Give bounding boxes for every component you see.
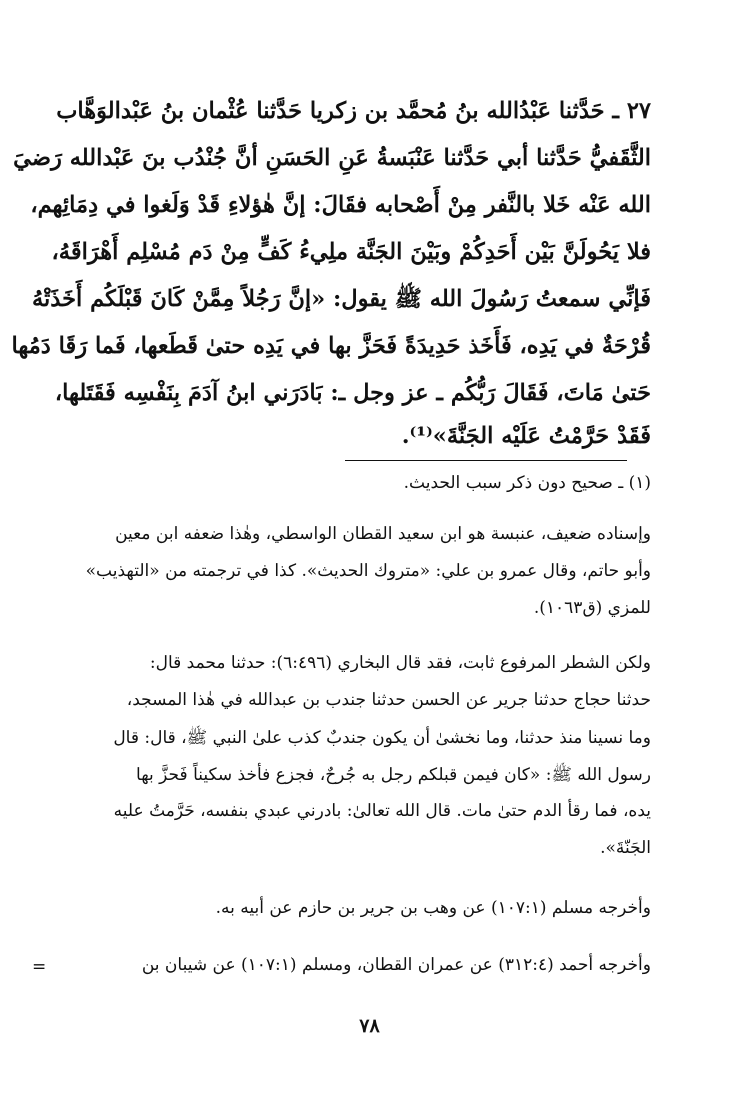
hadith-line-7: حَتىٰ مَاتَ، فَقَالَ رَبُّكُم ـ عز وجل ـ: بَادَرَني ابنُ آدَمَ بِنَفْسِه فَقَتَلها، — [54, 380, 651, 406]
footnote-line: وإسناده ضعيف، عنبسة هو ابن سعيد القطان الواسطي، وهٰذا ضعفه ابن معين — [115, 524, 651, 544]
footnote-line: وأخرجه مسلم (١٠٧:١) عن وهب بن جرير بن حازم عن أبيه به. — [215, 898, 651, 918]
footnote-line: للمزي (ق١٠٦٣). — [533, 598, 651, 618]
hadith-line-5: فَإنِّي سمعتُ رَسُولَ الله ﷺ يقول: «إنَّ رَجُلاً مِمَّنْ كَانَ قَبْلَكُم أَخَذَتْهُ — [31, 286, 651, 312]
hadith-line-8: فَقَدْ حَرَّمْتُ عَلَيْه الجَنَّةَ»⁽¹⁾. — [401, 423, 651, 449]
hadith-line-1: ٢٧ ـ حَدَّثنا عَبْدُالله بنُ مُحمَّد بن زكريا حَدَّثنا عُثْمان بنُ عَبْدالوَهَّاب — [56, 98, 651, 124]
footnote-line: يده، فما رقأ الدم حتىٰ مات. قال الله تعالىٰ: بادرني عبدي بنفسه، حَرَّمتُ عليه — [113, 801, 651, 821]
hadith-line-3: الله عَنْه خَلا بالنَّفر مِنْ أَصْحابه فقَالَ: إنَّ هٰؤلاءِ قَدْ وَلَغوا في دِمَائِهم، — [30, 192, 651, 218]
footnote-ruling: (١) ـ صحيح دون ذكر سبب الحديث. — [403, 473, 651, 493]
footnote-line: وأبو حاتم، وقال عمرو بن علي: «متروك الحديث». كذا في ترجمته من «التهذيب» — [85, 561, 651, 581]
footnote-line: وما نسينا منذ حدثنا، وما نخشىٰ أن يكون جندبٌ كذب علىٰ النبي ﷺ، قال: قال — [113, 728, 651, 748]
hadith-line-6: قُرْحَةٌ في يَدِه، فَأَخَذ حَدِيدَةً فَحَزَّ بها في يَدِه حتىٰ قَطَعها، فَما رَقَا دَمُها — [11, 333, 651, 359]
footnote-line: رسول الله ﷺ: «كان فيمن قبلكم رجل به جُرحٌ، فجزع فأخذ سكيناً فَحزَّ بها — [136, 765, 651, 785]
footnote-line: الجَنّةَ». — [600, 838, 651, 858]
footnote-line: ولكن الشطر المرفوع ثابت، فقد قال البخاري (٦:٤٩٦): حدثنا محمد قال: — [149, 653, 651, 673]
footnote-line: حدثنا حجاج حدثنا جرير عن الحسن حدثنا جندب بن عبدالله في هٰذا المسجد، — [126, 690, 651, 710]
footnote-line: وأخرجه أحمد (٣١٢:٤) عن عمران القطان، ومسلم (١٠٧:١) عن شيبان بن — [141, 955, 651, 975]
hadith-line-4: فلا يَحُولَنَّ بَيْن أَحَدِكُمْ وبَيْنَ الجَنَّة ملِيءُ كَفٍّ مِنْ دَم مُسْلِم أَهْرَاقَهُ، — [51, 239, 651, 265]
page-number: ٧٨ — [359, 1015, 380, 1037]
continuation-mark: = — [32, 957, 47, 977]
footnote-separator — [345, 460, 627, 461]
hadith-line-2: الثَّقَفيُّ حَدَّثنا أبي حَدَّثنا عَنْبَسةُ عَنِ الحَسَنِ أنَّ جُنْدُب بنَ عَبْدالله رَضيَ — [13, 145, 651, 171]
